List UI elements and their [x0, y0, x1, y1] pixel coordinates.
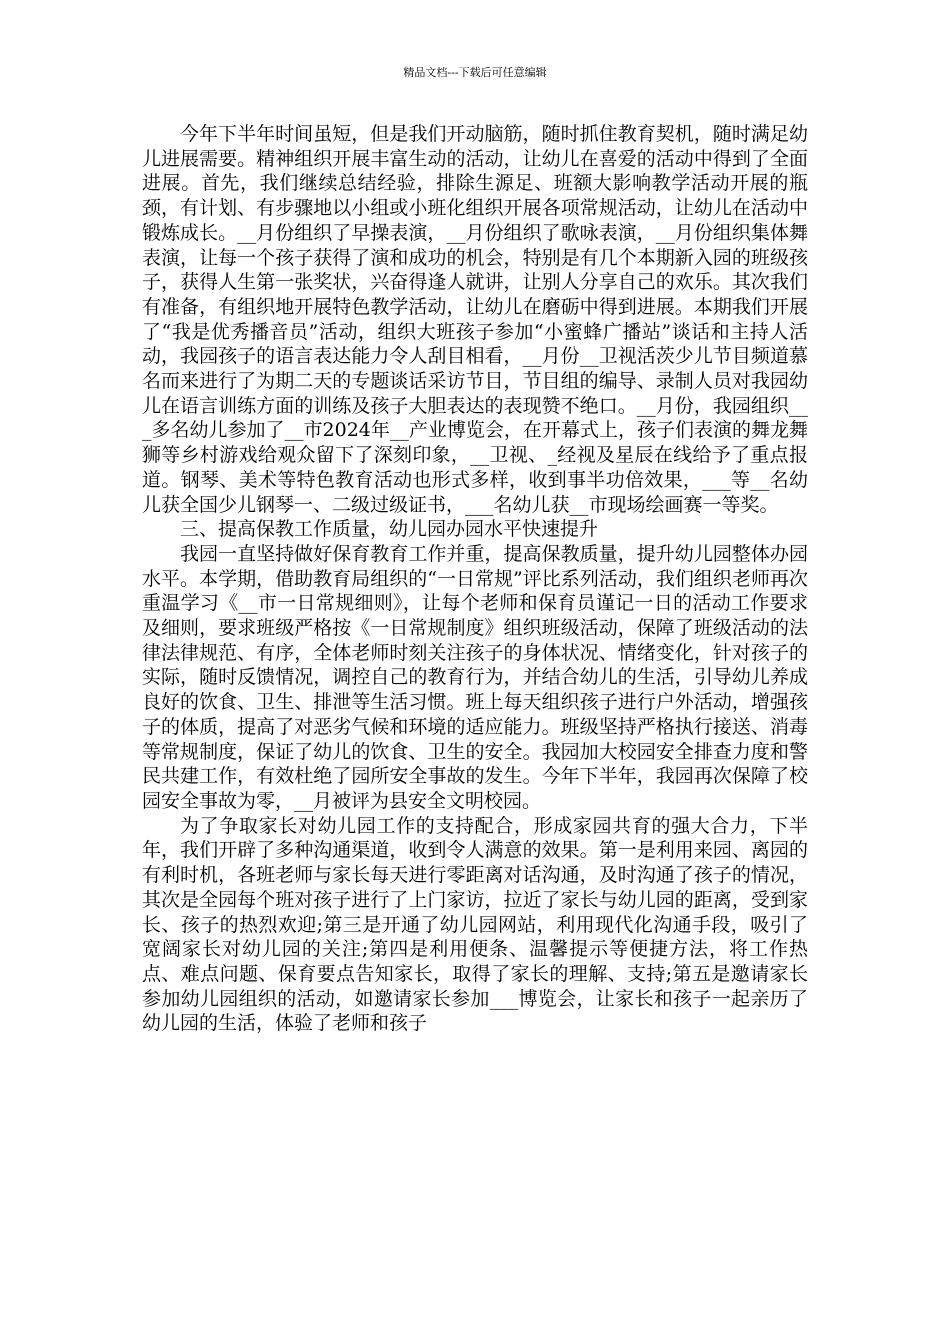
section-heading: 三、提高保教工作质量，幼儿园办园水平快速提升	[180, 518, 599, 541]
body-paragraph: 为了争取家长对幼儿园工作的支持配合，形成家园共育的强大合力，下半年，我们开辟了多种沟通渠道，收到令人满意的效果。第一是利用来园、离园的有利时机，各班老师与家长每天进行零距离对话沟通，及时沟通了孩子的情况，其次是全园每个班对孩子进行了上门家访，拉近了家长与幼儿园的距离，受到家长、孩子的热烈欢迎;第三是开通了幼儿园网站，利用现代化沟通手段，吸引了宽阔家长对幼儿园的关注;第四是利用便条、温馨提示等便捷方法，将工作热点、难点问题、保育要点告知家长，取得了家长的理解、支持;第五是邀请家长参加幼儿园组织的活动，如邀请家长参加___博览会，让家长和孩子一起亲历了幼儿园的生活，体验了老师和孩子	[142, 814, 808, 1035]
body-paragraph: 今年下半年时间虽短，但是我们开动脑筋，随时抓住教育契机，随时满足幼儿进展需要。精神组织开展丰富生动的活动，让幼儿在喜爱的活动中得到了全面进展。首先，我们继续总结经验，排除生源足、班额大影响教学活动开展的瓶颈，有计划、有步骤地以小组或小班化组织开展各项常规活动，让幼儿在活动中锻炼成长。__月份组织了早操表演，__月份组织了歌咏表演，__月份组织集体舞表演，让每一个孩子获得了演和成功的机会，特别是有几个本期新入园的班级孩子，获得人生第一张奖状，兴奋得逢人就讲，让别人分享自己的欢乐。其次我们有准备，有组织地开展特色教学活动，让幼儿在磨砺中得到进展。本期我们开展了“我是优秀播音员”活动，组织大班孩子参加“小蜜蜂广播站”谈话和主持人活动，我园孩子的语言表达能力令人刮目相看，__月份__卫视活茨少儿节目频道慕名而来进行了为期二天的专题谈话采访节目，节目组的编导、录制人员对我园幼儿在语言训练方面的训练及孩子大胆表达的表现赞不绝口。__月份，我园组织___多名幼儿参加了__市2024年__产业博览会，在开幕式上，孩子们表演的舞龙舞狮等乡村游戏给观众留下了深刻印象，__卫视、_经视及星辰在线给予了重点报道。钢琴、美术等特色教育活动也形式多样，收到事半功倍效果，___等__名幼儿获全国少儿钢琴一、二级过级证书，___名幼儿获__市现场绘画赛一等奖。	[142, 123, 808, 516]
page-header: 精品文档---下载后可任意编辑	[403, 66, 547, 79]
document-body	[142, 122, 808, 1036]
body-paragraph: 我园一直坚持做好保育教育工作并重，提高保教质量，提升幼儿园整体办园水平。本学期，借助教育局组织的“一日常规”评比系列活动，我们组织老师再次重温学习《__市一日常规细则》，让每个老师和保育员谨记一日的活动工作要求及细则，要求班级严格按《一日常规制度》组织班级活动，保障了班级活动的法律法律规范、有序，全体老师时刻关注孩子的身体状况、情绪变化，针对孩子的实际，随时反馈情况，调控自己的教育行为，并结合幼儿的生活，引导幼儿养成良好的饮食、卫生、排泄等生活习惯。班上每天组织孩子进行户外活动，增强孩子的体质，提高了对恶劣气候和环境的适应能力。班级坚持严格执行接送、消毒等常规制度，保证了幼儿的饮食、卫生的安全。我园加大校园安全排查力度和警民共建工作，有效杜绝了园所安全事故的发生。今年下半年，我园再次保障了校园安全事故为零，__月被评为县安全文明校园。	[142, 542, 808, 812]
